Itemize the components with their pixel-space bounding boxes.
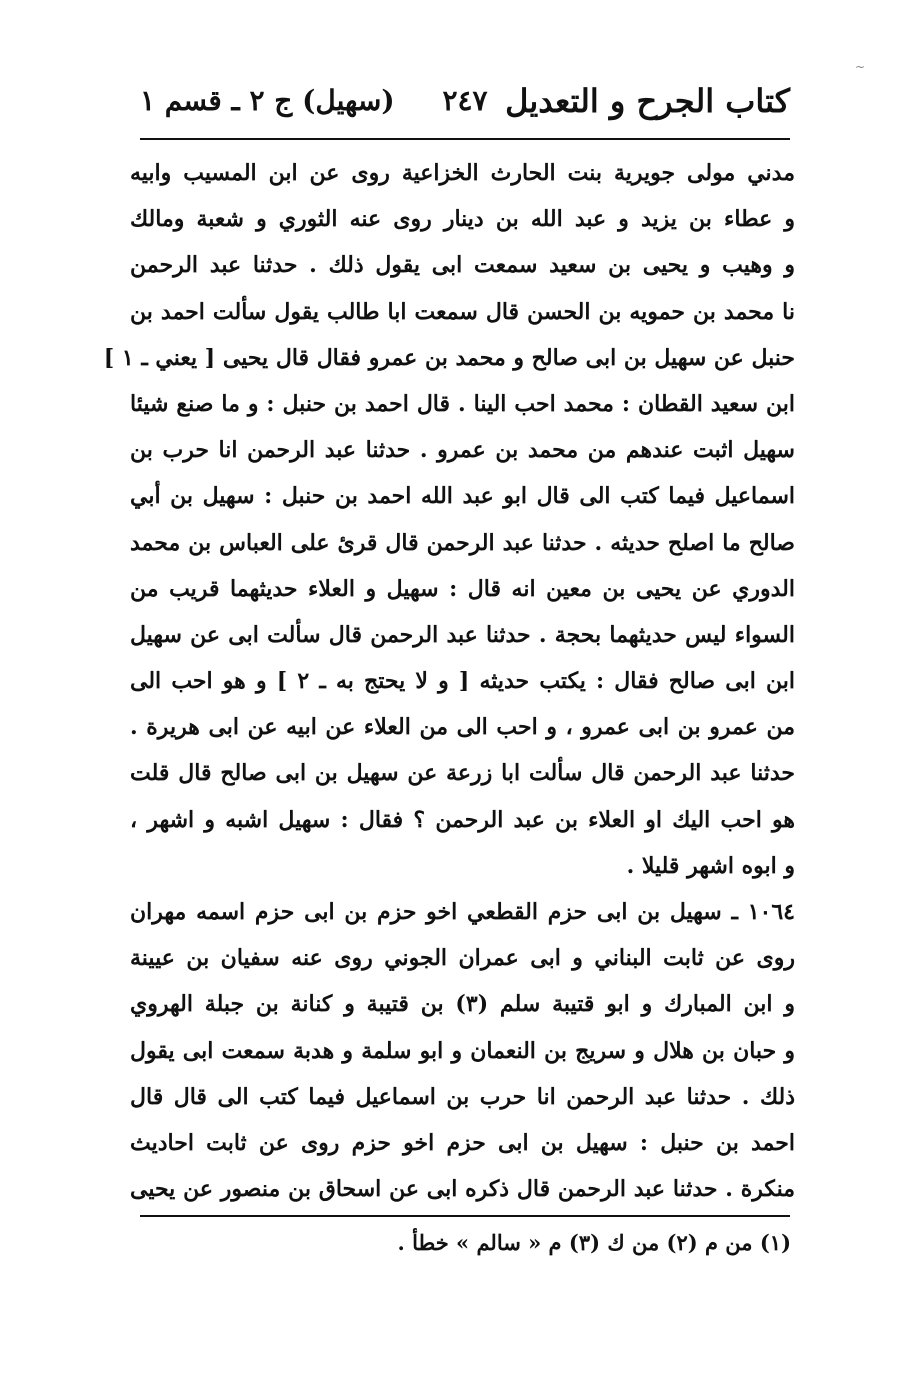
text-line: و حبان بن هلال و سريج بن النعمان و ابو سلمة و هدبة سمعت ابى يقول — [130, 1037, 795, 1064]
text-line: اسماعيل فيما كتب الى قال ابو عبد الله احمد بن حنبل : سهيل بن أبي — [130, 483, 795, 510]
text-line: روى عن ثابت البناني و ابى عمران الجوني روى عنه سفيان بن عيينة — [130, 945, 795, 972]
body-text — [103, 150, 796, 1212]
entry-heading-line: ١٠٦٤ ـ سهيل بن ابى حزم القطعي اخو حزم بن ابى حزم اسمه مهران — [130, 899, 795, 925]
text-line: حدثنا عبد الرحمن قال سألت ابا زرعة عن سهيل بن ابى صالح قال قلت — [130, 760, 795, 787]
text-line: ابن سعيد القطان : محمد احب الينا . قال احمد بن حنبل : و ما صنع شيئا — [130, 390, 795, 417]
page-number: ٢٤٧ — [442, 84, 488, 117]
header-rule — [140, 138, 790, 140]
text-line: الدوري عن يحيى بن معين انه قال : سهيل و العلاء حديثهما قريب من — [130, 575, 795, 602]
margin-mark: ~ — [854, 60, 865, 74]
text-line: منكرة . حدثنا عبد الرحمن قال ذكره ابى عن اسحاق بن منصور عن يحيى — [130, 1176, 795, 1203]
text-line: و ابن المبارك و ابو قتيبة سلم (٣) بن قتيبة و كنانة بن جبلة الهروي — [130, 991, 796, 1018]
text-line: هو احب اليك او العلاء بن عبد الرحمن ؟ فقال : سهيل اشبه و اشهر ، — [130, 806, 795, 833]
text-line: السواء ليس حديثهما بحجة . حدثنا عبد الرحمن قال سألت ابى عن سهيل — [130, 621, 795, 648]
text-line: ابن ابى صالح فقال : يكتب حديثه [ و لا يحتج به ـ ٢ ] و هو احب الى — [130, 668, 795, 695]
running-header — [140, 78, 790, 138]
book-title: كتاب الجرح و التعديل — [505, 82, 790, 120]
text-line: احمد بن حنبل : سهيل بن ابى حزم اخو حزم روى عن ثابت احاديث — [130, 1129, 795, 1156]
text-line: صالح ما اصلح حديثه . حدثنا عبد الرحمن قال قرئ على العباس بن محمد — [130, 529, 795, 556]
text-line: نا محمد بن حمويه بن الحسن قال سمعت ابا طالب يقول سألت احمد بن — [130, 298, 795, 325]
text-line: و ابوه اشهر قليلا . — [626, 852, 795, 879]
text-line: ذلك . حدثنا عبد الرحمن انا حرب بن اسماعيل فيما كتب الى قال قال — [130, 1083, 795, 1110]
section-label: (سهيل) ج ٢ ـ قسم ١ — [140, 84, 395, 117]
text-line: و عطاء بن يزيد و عبد الله بن دينار روى عنه الثوري و شعبة ومالك — [130, 206, 795, 233]
text-line: مدني مولى جويرية بنت الحارث الخزاعية روى عن ابن المسيب وابيه — [130, 160, 795, 186]
footnote-rule — [140, 1215, 790, 1217]
footnote: (١) من م (٢) من ك (٣) م « سالم » خطأ . — [397, 1230, 791, 1255]
text-line: حنبل عن سهيل بن ابى صالح و محمد بن عمرو فقال قال يحيى [ يعني ـ ١ ] — [103, 344, 795, 371]
text-line: و وهيب و يحيى بن سعيد سمعت ابى يقول ذلك . حدثنا عبد الرحمن — [130, 252, 796, 279]
text-line: من عمرو بن ابى عمرو ، و احب الى من العلاء عن ابيه عن ابى هريرة . — [130, 714, 795, 741]
text-line: سهيل اثبت عندهم من محمد بن عمرو . حدثنا عبد الرحمن انا حرب بن — [130, 437, 795, 464]
